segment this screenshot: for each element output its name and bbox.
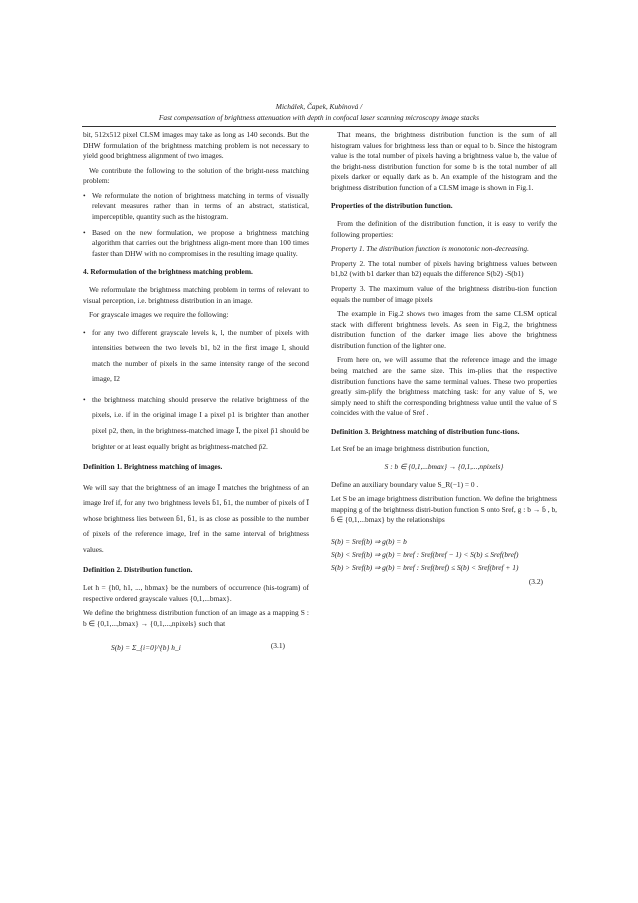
paragraph: The example in Fig.2 shows two images from the same CLSM optical stack with different brightness levels. As seen in Fig.2, the brightness distribution function of the darker image lies above the brightness distribution function of the lighter one. (331, 309, 557, 350)
definition-title: Definition 2. Distribution function. (83, 565, 193, 575)
list-item: • for any two different grayscale levels k, l, the number of pixels with intensities between the two levels b1, b2 in the first image I, should match the number of pixels in the same intensity range of the second image, I2 (83, 325, 309, 387)
definition-body: We define the brightness distribution function of an image as a mapping S : b ∈ {0,1,...,bmax} → {0,1,...,npixels} such that (83, 608, 309, 628)
definition-title: Definition 3. Brightness matching of distribution func-tions. (331, 426, 520, 436)
definition-body: We will say that the brightness of an image Ī matches the brightness of an image Iref if, for any two brightness levels b̄1, b̄1, the number of pixels of Ī whose brightness lies between b̄1, b̄1, is as close as possible to the number of pixels of the reference image, Iref in the same interval of brightness values. (83, 482, 309, 554)
header-title: Fast compensation of brightness attenuation with depth in confocal laser scanning microscopy image stacks (158, 112, 480, 122)
paragraph: bit, 512x512 pixel CLSM images may take as long as 140 seconds. But the DHW formulation of the brightness matching problem is not necessary to yield good brightness alignment of two images. (83, 130, 309, 161)
equation-line: S(b) > Sref(b) ⇒ g(b) = bref : Sref(bref) ≤ S(b) < Sref(bref + 1) (331, 562, 519, 572)
property-1: Property 1. The distribution function is monotonic non-decreasing. (331, 244, 529, 254)
equation-3-1 (83, 639, 309, 663)
equation-system-3-2 (331, 536, 557, 575)
left-column (83, 130, 309, 673)
paragraph: That means, the brightness distribution function is the sum of all histogram values for brightness less than or equal to b. Since the histogram value is the total number of pixels having a brightness value b, the value of the bright-ness distribution function for some b is the total number of all pixels darker or equally dark as b. An example of the histogram and the brightness distribution function of a CLSM image is shown in Fig.1. (331, 130, 557, 192)
equation-number: (3.2) (528, 576, 543, 586)
header-authors: Michálek, Čapek, Kubínová / (275, 102, 363, 111)
right-column (331, 130, 557, 587)
equation-formula: S(b) = Σ_{i=0}^{b} h_i (111, 643, 181, 653)
definition-body: Let Sref be an image brightness distribution function, (331, 444, 490, 454)
running-header (0, 102, 638, 123)
equation-line: S(b) = Sref(b) ⇒ g(b) = b (331, 536, 407, 546)
paragraph: Define an auxiliary boundary value S_R(−1) = 0 . (331, 479, 479, 489)
property-3: Property 3. The maximum value of the brightness distribu-tion function equals the number of image pixels (331, 283, 557, 304)
equation-line: S(b) < Sref(b) ⇒ g(b) = bref : Sref(bref − 1) < S(b) ≤ Sref(bref) (331, 549, 519, 559)
equation-number: (3.1) (270, 641, 285, 651)
list-item: • We reformulate the notion of brightness matching in terms of visually relevant measures rather than in terms of an abstract, statistical, imperceptible, quantity such as the histogram. (83, 191, 309, 223)
header-rule (82, 126, 556, 127)
requirement-list (83, 325, 309, 454)
definition-title: Definition 1. Brightness matching of images. (83, 462, 223, 472)
section-heading: Properties of the distribution function. (331, 201, 453, 211)
contribution-list (83, 191, 309, 259)
paragraph: From here on, we will assume that the reference image and the image being matched are the same size. This im-plies that the respective distribution functions have the same terminal values. These two properties greatly sim-plify the brightness matching task: for any value of S, we simply need to shift the corresponding brightness value until the value of S coincides with the value of Sref . (331, 355, 557, 418)
list-item: • the brightness matching should preserve the relative brightness of the pixels, i.e. if in the original image I a pixel p1 is brighter than another pixel p2, then, in the brightness-matched image Ī, the pixel p̄1 should be brighter or at least equally bright as brightness-matched p̄2. (83, 392, 309, 454)
definition-body: Let S be an image brightness distribution function. We define the brightness mapping g of the brightness distri-bution function S onto Sref, g : b → b̄ , b, b̄ ∈ {0,1,...bmax} by the relationships (331, 494, 557, 525)
paragraph: From the definition of the distribution function, it is easy to verify the following properties: (331, 219, 557, 239)
list-item: • Based on the new formulation, we propose a brightness matching algorithm that carries out the brightness align-ment more than 100 times faster than DHW with no compromises in the resulting image quality. (83, 228, 309, 260)
property-2: Property 2. The total number of pixels having brightness values between b1,b2 (with b1 darker than b2) equals the difference S(b2) -S(b1) (331, 258, 557, 279)
mapping-equation: S : b ∈ {0,1,...bmax} → {0,1,...,npixels} (384, 462, 504, 472)
paragraph: We reformulate the brightness matching problem in terms of relevant to visual perception, i.e. brightness distribution in an image. (83, 284, 309, 305)
paragraph: For grayscale images we require the following: (89, 310, 229, 320)
section-heading: 4. Reformulation of the brightness matching problem. (83, 267, 253, 277)
definition-body: Let h = {h0, h1, ..., hbmax} be the numbers of occurrence (his-togram) of respective ordered grayscale values {0,1,...bmax}. (83, 582, 309, 603)
paragraph: We contribute the following to the solution of the bright-ness matching problem: (83, 165, 309, 186)
